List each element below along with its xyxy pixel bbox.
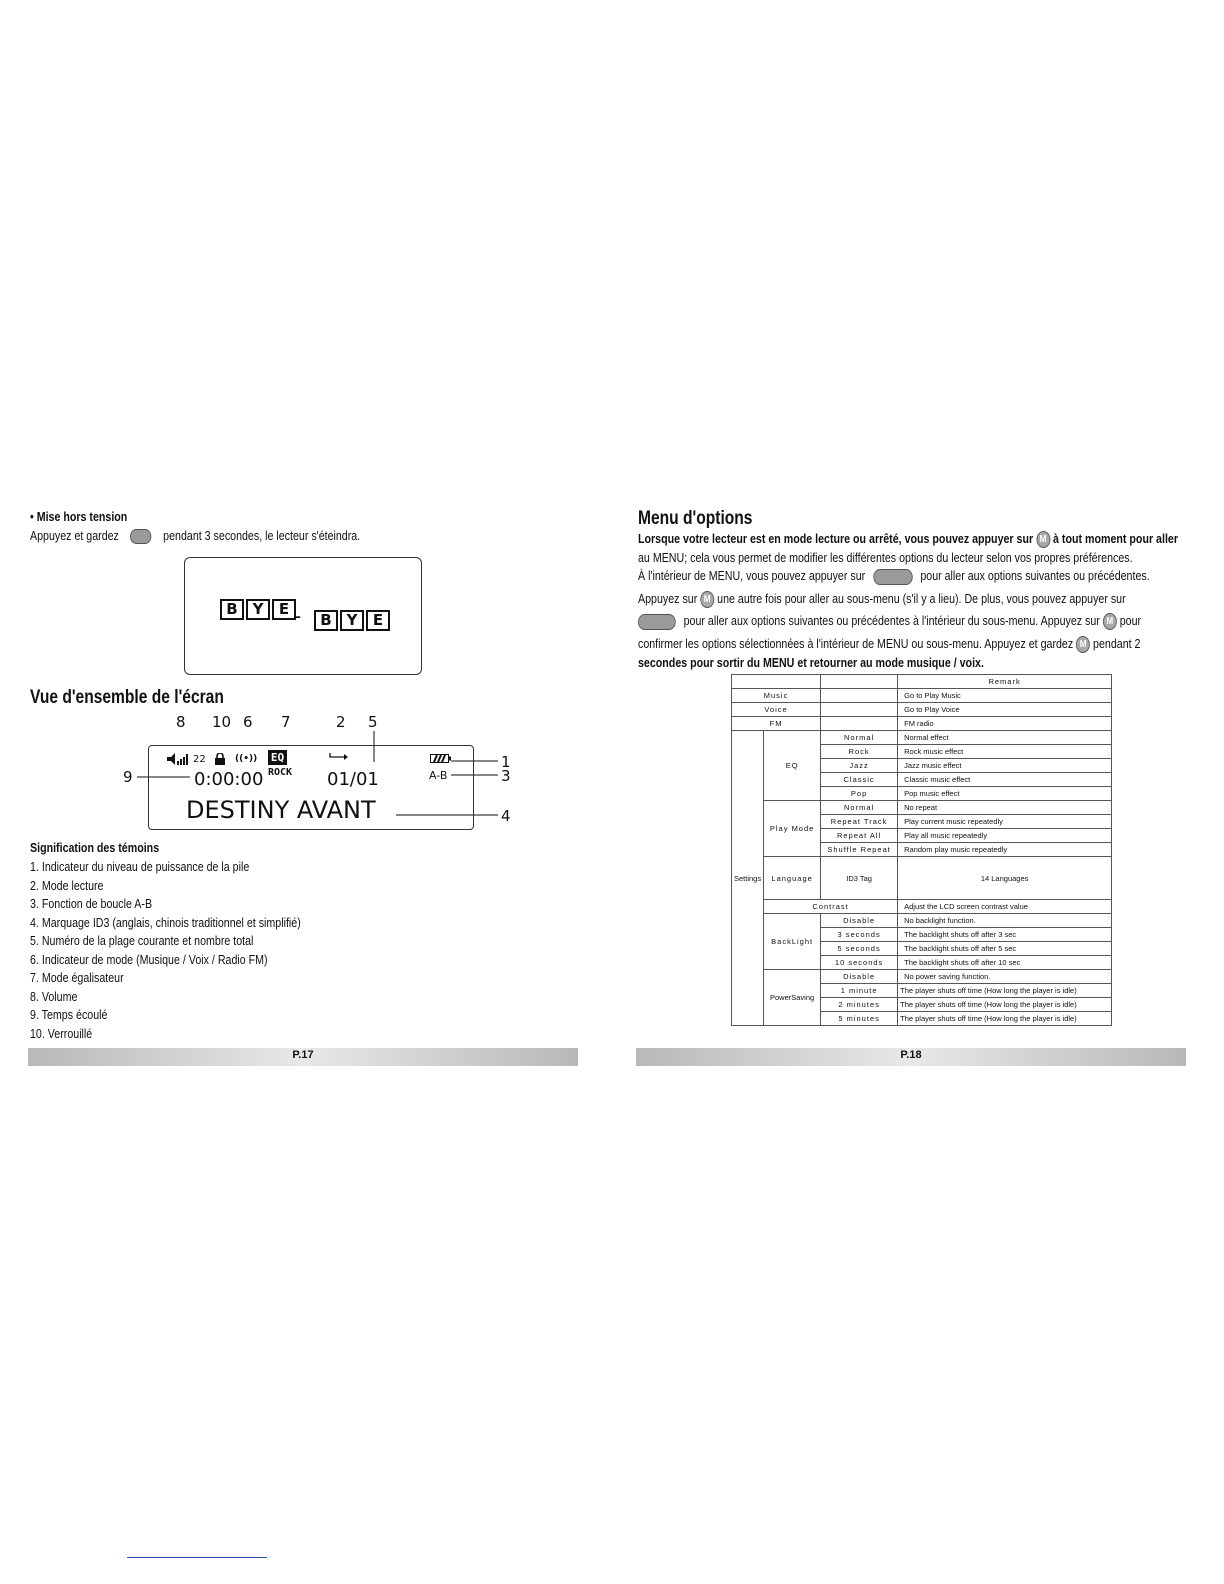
para-text: pendant 2 bbox=[1093, 636, 1141, 651]
backlight-option: Disable bbox=[821, 914, 898, 928]
legend-item: 4. Marquage ID3 (anglais, chinois traditionnel et simplifié) bbox=[30, 914, 301, 930]
para-text: confirmer les options sélectionnées à l'intérieur de MENU ou sous-menu. Appuyez et gardez bbox=[638, 636, 1074, 651]
menu-voice: Voice bbox=[732, 703, 821, 717]
menu-fm: FM bbox=[732, 717, 821, 731]
legend-item: 5. Numéro de la plage courante et nombre total bbox=[30, 933, 254, 948]
menu-title: Menu d'options bbox=[638, 508, 753, 529]
menu-contrast: Contrast bbox=[764, 900, 898, 914]
table-row bbox=[732, 675, 1112, 689]
m-button-icon: M bbox=[700, 591, 714, 608]
bye-dash: - bbox=[294, 604, 302, 628]
contrast-remark: Adjust the LCD screen contrast value bbox=[898, 900, 1112, 914]
menu-para-line-2: au MENU; cela vous permet de modifier les différentes options du lecteur selon vos propres préférences. bbox=[638, 550, 1133, 565]
para-text: à tout moment pour aller bbox=[1053, 531, 1178, 546]
id3-song-title: DESTINY AVANT bbox=[186, 796, 376, 824]
para-text: À l'intérieur de MENU, vous pouvez appuyer sur bbox=[638, 568, 866, 583]
menu-music: Music bbox=[732, 689, 821, 703]
callout-10: 10 bbox=[212, 713, 232, 731]
menu-para-line-3 bbox=[638, 567, 1150, 585]
overview-title: Vue d'ensemble de l'écran bbox=[30, 687, 224, 708]
backlight-remark: The backlight shuts off after 3 sec bbox=[898, 928, 1112, 942]
menu-para-line-1 bbox=[638, 530, 1178, 548]
callout-7: 7 bbox=[281, 713, 291, 731]
volume-icon bbox=[167, 753, 189, 766]
play-mode-option: Repeat All bbox=[821, 829, 898, 843]
table-row bbox=[732, 731, 1112, 745]
backlight-remark: The backlight shuts off after 10 sec bbox=[898, 956, 1112, 970]
power-saving-option: Disable bbox=[821, 970, 898, 984]
table-row bbox=[732, 717, 1112, 731]
menu-para-line-7: secondes pour sortir du MENU et retourner au mode musique / voix. bbox=[638, 655, 984, 670]
eq-remark: Classic music effect bbox=[898, 773, 1112, 787]
mode-icon: ((•)) bbox=[235, 754, 258, 764]
m-button-icon: M bbox=[1036, 531, 1050, 548]
battery-icon bbox=[430, 754, 452, 763]
backlight-option: 10 seconds bbox=[821, 956, 898, 970]
para-text: une autre fois pour aller au sous-menu (s'il y a lieu). De plus, vous pouvez appuyer sur bbox=[717, 591, 1126, 606]
display-screen bbox=[148, 745, 474, 830]
remark-fm: FM radio bbox=[898, 717, 1112, 731]
para-text: Appuyez sur bbox=[638, 591, 698, 606]
play-mode-remark: Play all music repeatedly bbox=[898, 829, 1112, 843]
play-mode-option: Shuffle Repeat bbox=[821, 843, 898, 857]
bye-letter: B bbox=[220, 599, 244, 620]
table-row bbox=[732, 857, 1112, 900]
prev-next-button-icon bbox=[873, 569, 912, 585]
options-table bbox=[731, 674, 1112, 1026]
eq-remark: Jazz music effect bbox=[898, 759, 1112, 773]
eq-remark: Pop music effect bbox=[898, 787, 1112, 801]
backlight-remark: No backlight function. bbox=[898, 914, 1112, 928]
para-text: pour aller aux options suivantes ou précédentes à l'intérieur du sous-menu. Appuyez sur bbox=[683, 613, 1100, 628]
eq-remark: Normal effect bbox=[898, 731, 1112, 745]
power-saving-remark: The player shuts off time (How long the player is idle) bbox=[898, 998, 1112, 1012]
menu-language: Language bbox=[764, 857, 821, 900]
eq-remark: Rock music effect bbox=[898, 745, 1112, 759]
callout-3: 3 bbox=[501, 767, 511, 785]
prev-next-button-icon bbox=[638, 614, 676, 630]
right-page-footer bbox=[636, 1048, 1186, 1066]
backlight-remark: The backlight shuts off after 5 sec bbox=[898, 942, 1112, 956]
bye-letter: Y bbox=[340, 610, 364, 631]
table-row bbox=[732, 900, 1112, 914]
legend-item: 3. Fonction de boucle A-B bbox=[30, 896, 153, 911]
page-number: P.17 bbox=[292, 1049, 314, 1061]
table-row bbox=[732, 689, 1112, 703]
remark-music: Go to Play Music bbox=[898, 689, 1112, 703]
menu-para-line-6 bbox=[638, 635, 1140, 653]
menu-play-mode: Play Mode bbox=[764, 801, 821, 857]
menu-backlight: BackLight bbox=[764, 914, 821, 970]
power-saving-option: 1 minute bbox=[821, 984, 898, 998]
callout-9: 9 bbox=[123, 768, 133, 786]
power-off-text-before: Appuyez et gardez bbox=[30, 528, 119, 543]
legend-item: 8. Volume bbox=[30, 988, 78, 1004]
page-number: P.18 bbox=[900, 1049, 922, 1061]
power-saving-remark: The player shuts off time (How long the player is idle) bbox=[898, 984, 1112, 998]
legend-title: Signification des témoins bbox=[30, 840, 160, 855]
backlight-option: 3 seconds bbox=[821, 928, 898, 942]
m-button-icon: M bbox=[1103, 613, 1117, 630]
language-option: ID3 Tag bbox=[821, 857, 898, 900]
power-off-title: • Mise hors tension bbox=[30, 509, 128, 524]
bye-letter: E bbox=[366, 610, 390, 631]
header-remark: Remark bbox=[898, 675, 1112, 689]
table-row bbox=[732, 703, 1112, 717]
play-mode-option: Normal bbox=[821, 801, 898, 815]
bye-letter: E bbox=[272, 599, 296, 620]
remark-voice: Go to Play Voice bbox=[898, 703, 1112, 717]
para-text: pour aller aux options suivantes ou précédentes. bbox=[920, 568, 1150, 583]
legend-item: 7. Mode égalisateur bbox=[30, 970, 124, 985]
track-number: 01/01 bbox=[327, 769, 379, 790]
callout-2: 2 bbox=[336, 713, 346, 731]
bye-letter: Y bbox=[246, 599, 270, 620]
play-mode-option: Repeat Track bbox=[821, 815, 898, 829]
volume-level: 22 bbox=[193, 754, 206, 765]
legend-item: 1. Indicateur du niveau de puissance de la pile bbox=[30, 859, 250, 874]
menu-settings: Settings bbox=[732, 731, 764, 1026]
legend-item: 6. Indicateur de mode (Musique / Voix / Radio FM) bbox=[30, 951, 268, 967]
power-saving-option: 5 minutes bbox=[821, 1012, 898, 1026]
para-text: pour bbox=[1119, 613, 1142, 628]
power-saving-option: 2 minutes bbox=[821, 998, 898, 1012]
eq-value: ROCK bbox=[268, 767, 293, 778]
legend-item: 2. Mode lecture bbox=[30, 877, 104, 893]
play-mode-remark: Random play music repeatedly bbox=[898, 843, 1112, 857]
callout-4: 4 bbox=[501, 807, 511, 825]
callout-5: 5 bbox=[368, 713, 378, 731]
eq-option: Rock bbox=[821, 745, 898, 759]
left-page-footer bbox=[28, 1048, 578, 1066]
lock-icon bbox=[215, 753, 225, 765]
legend-item: 10. Verrouillé bbox=[30, 1025, 93, 1041]
elapsed-time: 0:00:00 bbox=[194, 769, 264, 790]
backlight-option: 5 seconds bbox=[821, 942, 898, 956]
eq-badge: EQ bbox=[268, 750, 287, 765]
play-mode-remark: Play current music repeatedly bbox=[898, 815, 1112, 829]
eq-option: Normal bbox=[821, 731, 898, 745]
callout-6: 6 bbox=[243, 713, 253, 731]
power-off-text-after: pendant 3 secondes, le lecteur s'éteindra. bbox=[163, 528, 361, 543]
power-saving-remark: The player shuts off time (How long the player is idle) bbox=[898, 1012, 1112, 1026]
table-row bbox=[732, 914, 1112, 928]
repeat-arrow-icon bbox=[329, 752, 349, 762]
bottom-rule bbox=[127, 1557, 267, 1558]
menu-eq: EQ bbox=[764, 731, 821, 801]
callout-1: 1 bbox=[501, 753, 511, 771]
power-saving-remark: No power saving function. bbox=[898, 970, 1112, 984]
table-row bbox=[732, 801, 1112, 815]
m-button-icon: M bbox=[1076, 636, 1090, 653]
legend-item: 9. Temps écoulé bbox=[30, 1007, 108, 1022]
eq-option: Pop bbox=[821, 787, 898, 801]
menu-para-line-4 bbox=[638, 590, 1126, 608]
eq-option: Classic bbox=[821, 773, 898, 787]
para-text: Lorsque votre lecteur est en mode lecture ou arrêté, vous pouvez appuyer sur bbox=[638, 531, 1034, 546]
eq-option: Jazz bbox=[821, 759, 898, 773]
ab-loop-indicator: A-B bbox=[429, 769, 448, 782]
menu-power-saving: PowerSaving bbox=[764, 970, 821, 1026]
menu-para-line-5 bbox=[638, 612, 1141, 630]
table-row bbox=[732, 970, 1112, 984]
play-mode-remark: No repeat bbox=[898, 801, 1112, 815]
language-remark: 14 Languages bbox=[898, 857, 1112, 900]
bye-letter: B bbox=[314, 610, 338, 631]
callout-8: 8 bbox=[176, 713, 186, 731]
